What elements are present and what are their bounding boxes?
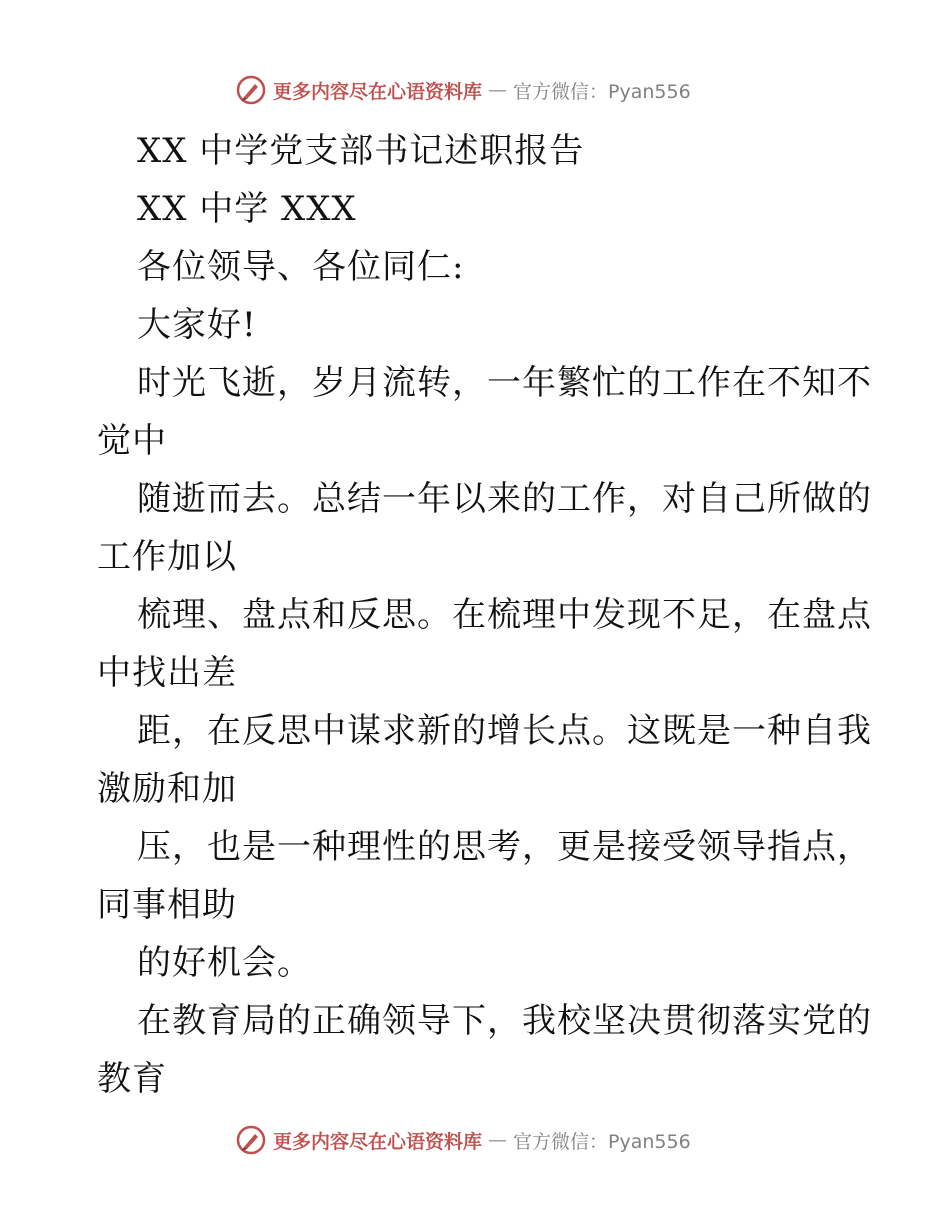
watermark-contact: 官方微信：Pyan556 — [513, 80, 691, 103]
footer-watermark — [235, 1122, 691, 1158]
text-line: 激励和加 — [97, 769, 237, 809]
text-line: 各位领导、各位同仁: — [137, 247, 465, 287]
text-line: 觉中 — [97, 421, 167, 461]
text-line: 时光飞逝，岁月流转，一年繁忙的工作在不知不 — [137, 363, 872, 403]
text-line: 随逝而去。总结一年以来的工作，对自己所做的 — [137, 479, 872, 519]
watermark-main-text: 更多内容尽在心语资料库 — [273, 80, 483, 103]
text-line: 同事相助 — [97, 885, 237, 925]
text-line: 压，也是一种理性的思考，更是接受领导指点， — [137, 827, 872, 867]
pen-logo-icon — [235, 1124, 267, 1156]
text-line: 工作加以 — [97, 537, 237, 577]
text-line: XX 中学党支部书记述职报告 — [137, 131, 585, 171]
header-watermark — [235, 72, 691, 108]
text-line: 大家好! — [137, 305, 257, 345]
watermark-contact: 官方微信：Pyan556 — [513, 1130, 691, 1153]
watermark-dash: — — [488, 79, 508, 101]
text-line: 梳理、盘点和反思。在梳理中发现不足，在盘点 — [137, 595, 872, 635]
watermark-main-text: 更多内容尽在心语资料库 — [273, 1130, 483, 1153]
pen-logo-icon — [235, 74, 267, 106]
text-line: XX 中学 XXX — [137, 189, 357, 229]
document-body — [97, 122, 872, 1108]
watermark-dash: — — [488, 1129, 508, 1151]
text-line: 距，在反思中谋求新的增长点。这既是一种自我 — [137, 711, 872, 751]
text-line: 中找出差 — [97, 653, 237, 693]
text-line: 教育 — [97, 1059, 167, 1099]
text-line: 的好机会。 — [137, 943, 312, 983]
text-line: 在教育局的正确领导下，我校坚决贯彻落实党的 — [137, 1001, 872, 1041]
